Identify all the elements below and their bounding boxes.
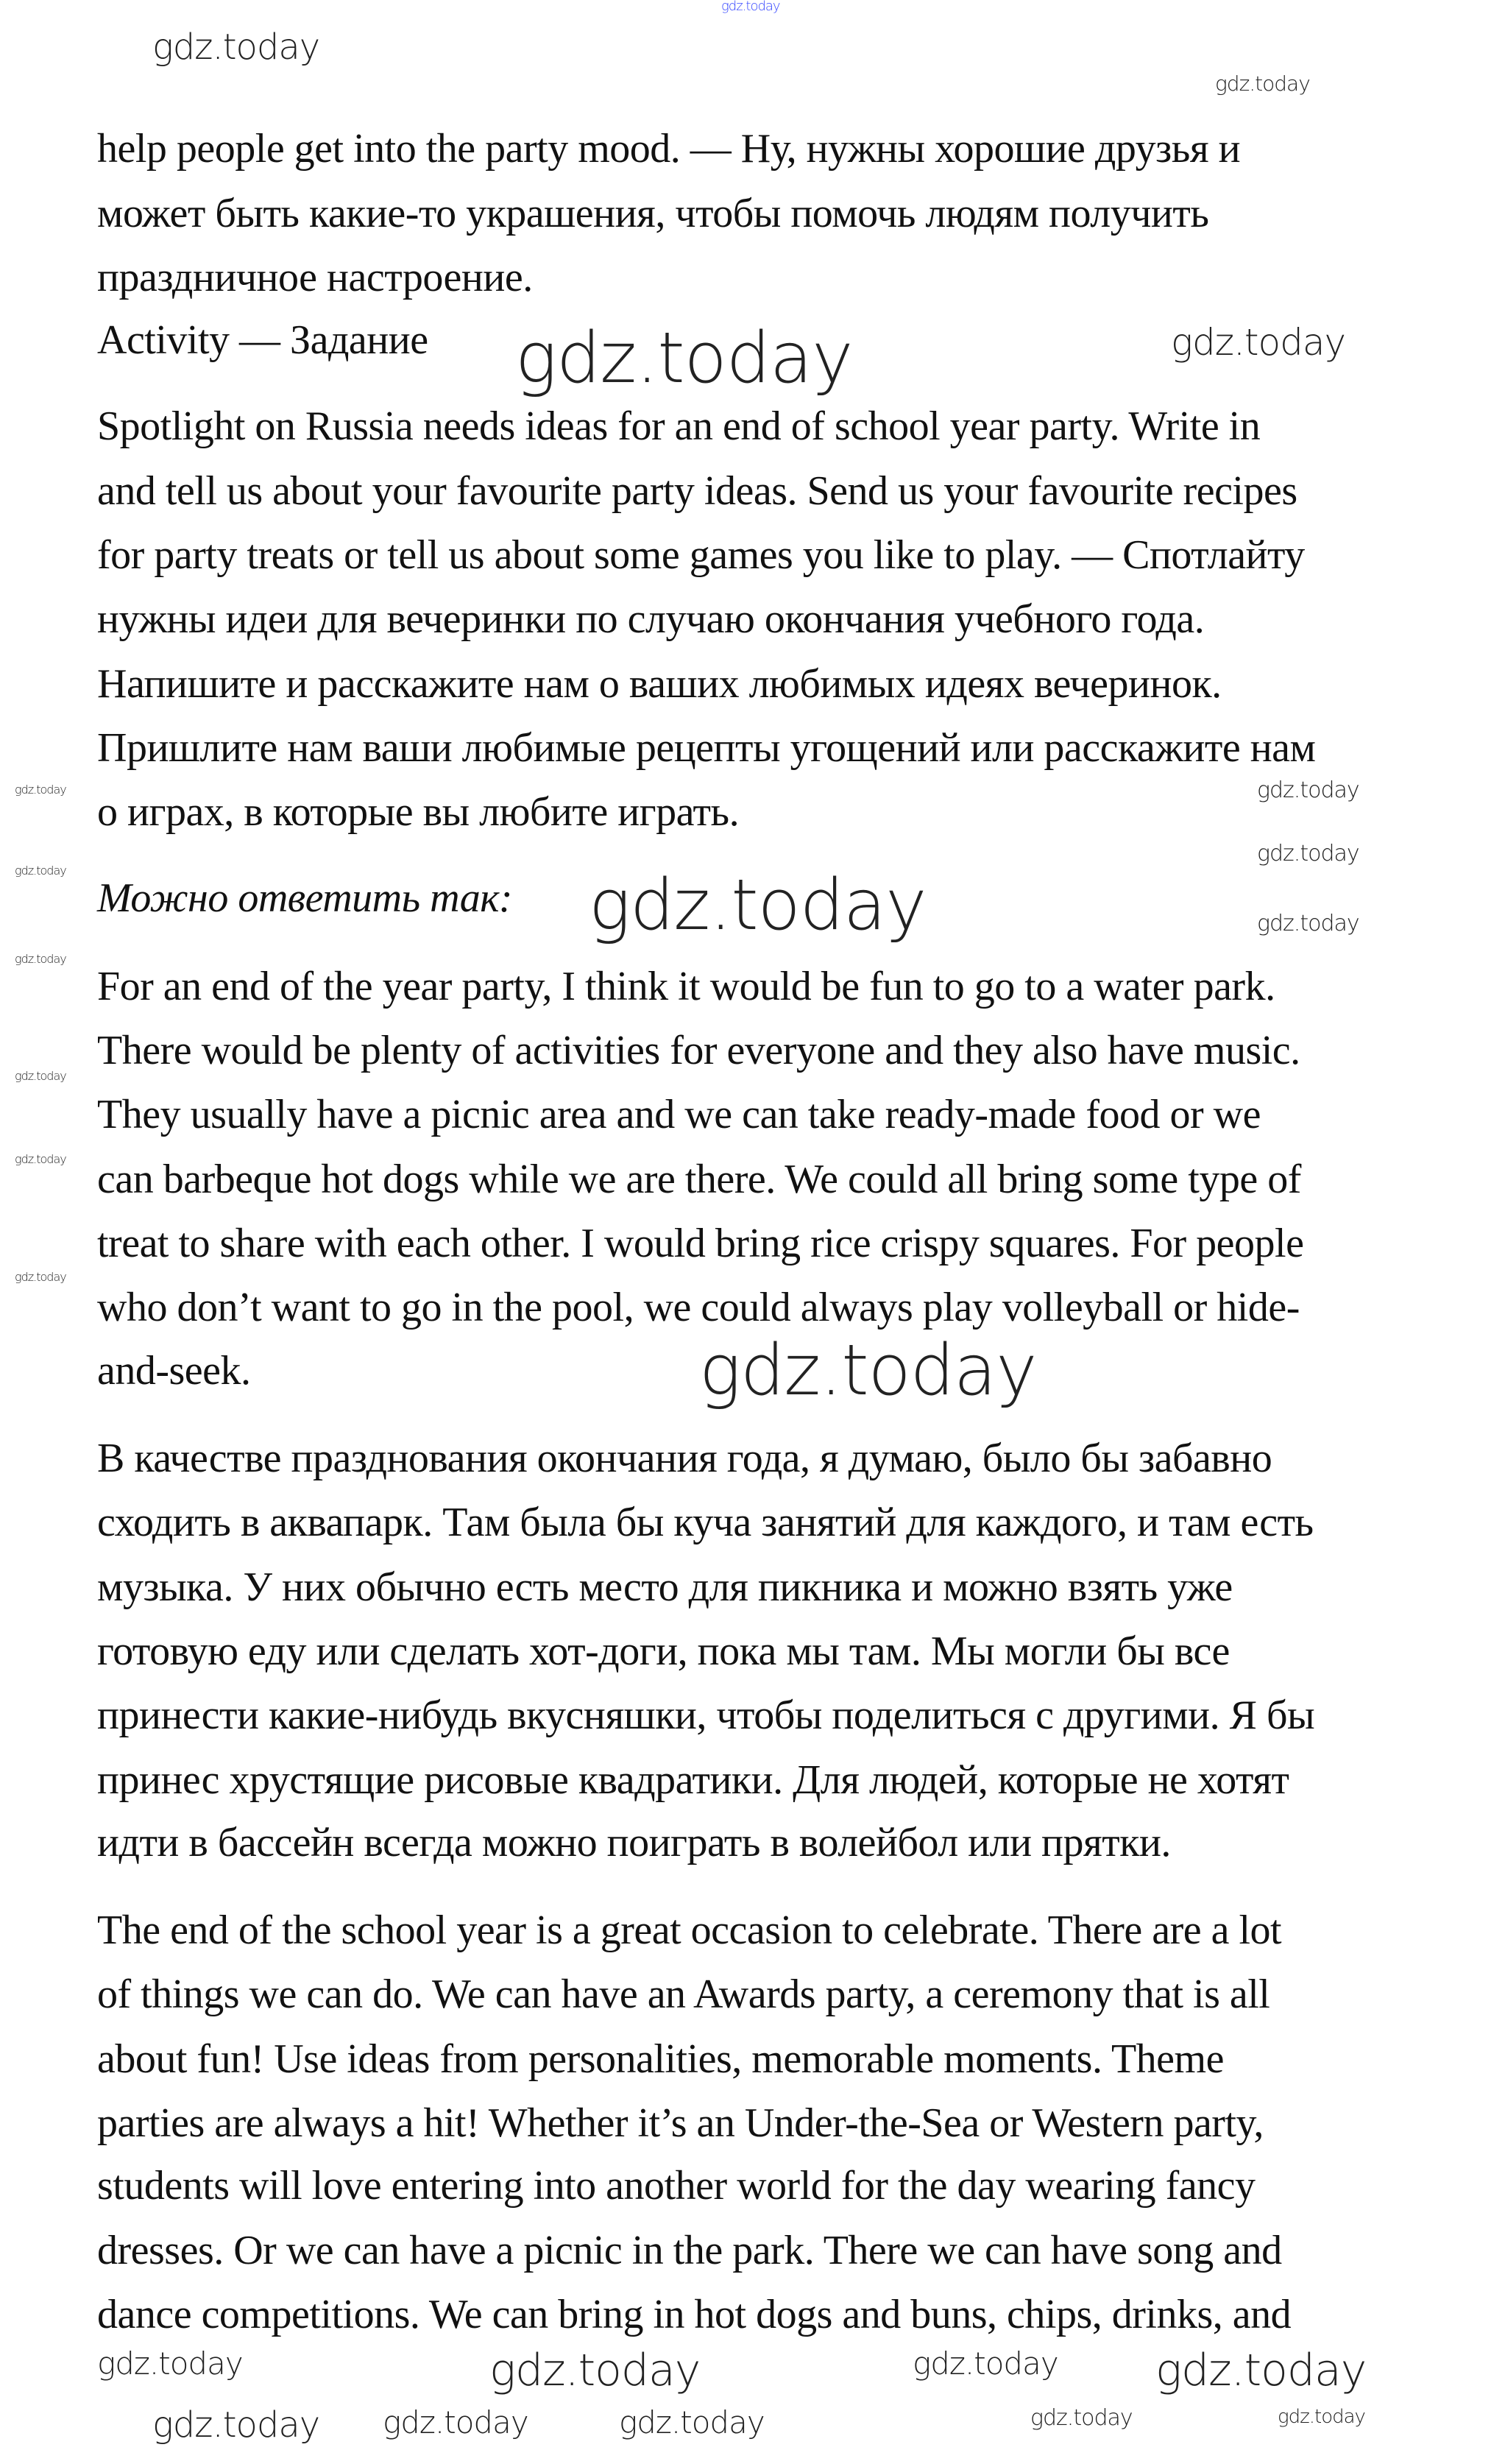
watermark: gdz.today <box>515 318 853 399</box>
text-line: help people get into the party mood. — Ну, нужны хорошие друзья и <box>97 126 1241 172</box>
watermark: gdz.today <box>15 1270 66 1284</box>
watermark: gdz.today <box>1171 321 1346 364</box>
text-line: музыка. У них обычно есть место для пикника и можно взять уже <box>97 1564 1233 1610</box>
watermark: gdz.today <box>15 1069 66 1083</box>
watermark: gdz.today <box>152 27 320 68</box>
watermark: gdz.today <box>1278 2406 1365 2428</box>
text-line: готовую еду или сделать хот-доги, пока мы там. Мы могли бы все <box>97 1628 1230 1674</box>
text-line: They usually have a picnic area and we can take ready-made food or we <box>97 1092 1261 1137</box>
text-line: of things we can do. We can have an Awards party, a ceremony that is all <box>97 1971 1270 2017</box>
watermark: gdz.today <box>913 2345 1058 2382</box>
watermark: gdz.today <box>589 865 927 946</box>
text-line: dresses. Or we can have a picnic in the park. There we can have song and <box>97 2228 1282 2273</box>
watermark: gdz.today <box>699 1330 1037 1411</box>
text-line: идти в бассейн всегда можно поиграть в волейбол или прятки. <box>97 1820 1171 1865</box>
watermark: gdz.today <box>1257 911 1359 936</box>
text-line: о играх, в которые вы любите играть. <box>97 789 740 835</box>
watermark: gdz.today <box>15 864 66 878</box>
text-line: For an end of the year party, I think it would be fun to go to a water park. <box>97 964 1275 1009</box>
watermark: gdz.today <box>489 2345 701 2396</box>
text-line: students will love entering into another world for the day wearing fancy <box>97 2163 1256 2209</box>
text-line: parties are always a hit! Whether it’s an Under-the-Sea or Western party, <box>97 2100 1264 2146</box>
text-line: The end of the school year is a great occasion to celebrate. There are a lot <box>97 1907 1282 1953</box>
answer-heading: Можно ответить так: <box>97 875 513 921</box>
text-line: about fun! Use ideas from personalities, memorable moments. Theme <box>97 2036 1224 2082</box>
watermark: gdz.today <box>15 783 66 797</box>
text-line: принес хрустящие рисовые квадратики. Для людей, которые не хотят <box>97 1757 1289 1803</box>
text-line: dance competitions. We can bring in hot dogs and buns, chips, drinks, and <box>97 2292 1292 2337</box>
watermark: gdz.today <box>1257 841 1359 866</box>
watermark: gdz.today <box>15 952 66 966</box>
text-line: who don’t want to go in the pool, we could always play volleyball or hide- <box>97 1285 1300 1330</box>
text-line: treat to share with each other. I would bring rice crispy squares. For people <box>97 1221 1304 1266</box>
text-line: There would be plenty of activities for everyone and they also have music. <box>97 1028 1300 1073</box>
watermark: gdz.today <box>721 0 780 14</box>
watermark: gdz.today <box>1030 2405 1133 2431</box>
text-line: and-seek. <box>97 1348 251 1394</box>
text-line: сходить в аквапарк. Там была бы куча занятий для каждого, и там есть <box>97 1500 1314 1545</box>
text-line: can barbeque hot dogs while we are there. We could all bring some type of <box>97 1157 1301 1202</box>
text-line: принести какие-нибудь вкусняшки, чтобы поделиться с другими. Я бы <box>97 1692 1315 1738</box>
watermark: gdz.today <box>383 2404 528 2440</box>
text-line: for party treats or tell us about some games you like to play. — Спотлайту <box>97 532 1305 578</box>
watermark: gdz.today <box>619 2404 765 2440</box>
text-line: В качестве празднования окончания года, я думаю, было бы забавно <box>97 1436 1272 1481</box>
text-line: может быть какие-то украшения, чтобы помочь людям получить <box>97 191 1209 236</box>
text-line: Напишите и расскажите нам о ваших любимых идеях вечеринок. <box>97 661 1222 707</box>
watermark: gdz.today <box>152 2404 320 2446</box>
text-line: нужны идеи для вечеринки по случаю окончания учебного года. <box>97 596 1205 642</box>
watermark: gdz.today <box>15 1152 66 1166</box>
text-line: Spotlight on Russia needs ideas for an end of school year party. Write in <box>97 403 1261 449</box>
activity-heading: Activity — Задание <box>97 317 428 363</box>
watermark: gdz.today <box>1257 777 1359 803</box>
watermark: gdz.today <box>1155 2345 1367 2396</box>
text-line: праздничное настроение. <box>97 255 533 300</box>
watermark: gdz.today <box>1215 71 1310 96</box>
text-line: Пришлите нам ваши любимые рецепты угощений или расскажите нам <box>97 725 1316 771</box>
text-line: and tell us about your favourite party ideas. Send us your favourite recipes <box>97 468 1297 514</box>
watermark: gdz.today <box>97 2345 243 2382</box>
